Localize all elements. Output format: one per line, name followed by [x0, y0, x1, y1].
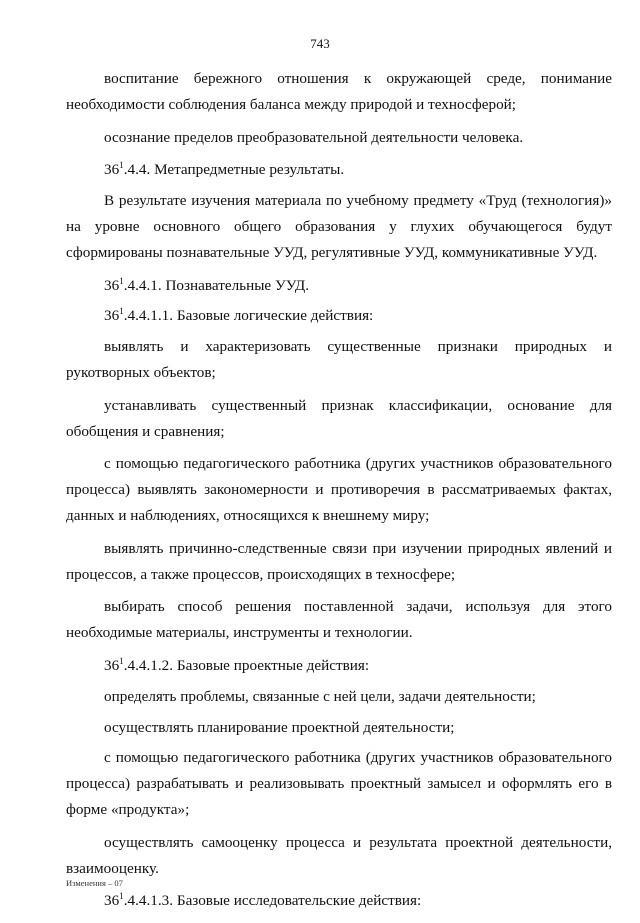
paragraph: воспитание бережного отношения к окружающей среде, понимание необходимости соблюдения баланса между природой и техносферой; — [66, 70, 612, 113]
paragraph: В результате изучения материала по учебному предмету «Труд (технология)» на уровне основного общего образования у глухих обучающегося будут сформированы познавательные УУД, регулятивные УУД, коммуникативные УУД. — [66, 192, 612, 261]
paragraph: устанавливать существенный признак классификации, основание для обобщения и сравнения; — [66, 396, 612, 440]
page-number: 743 — [310, 36, 330, 51]
section-heading: $36^1.4.4.1.3$. Базовые исследовательские действия: — [104, 891, 422, 910]
paragraph: выбирать способ решения поставленной задачи, используя для этого необходимые материалы, инструменты и технологии. — [66, 598, 612, 642]
section-heading: $36^1.4.4$. Метапредметные результаты. — [104, 160, 345, 179]
paragraph: осуществлять планирование проектной деятельности; — [104, 718, 455, 736]
paragraph: с помощью педагогического работника (других участников образовательного процесса) разрабатывать и реализовывать проектный замысел и оформлять его в форме «продукта»; — [66, 749, 612, 818]
section-heading: $36^1.4.4.1.2$. Базовые проектные действия: — [104, 655, 370, 674]
paragraph: осознание пределов преобразовательной деятельности человека. — [104, 128, 524, 146]
paragraph: определять проблемы, связанные с ней цели, задачи деятельности; — [104, 687, 536, 705]
document-body — [66, 66, 612, 919]
section-heading: $36^1.4.4.1$. Познавательные УУД. — [104, 275, 310, 294]
paragraph: с помощью педагогического работника (других участников образовательного процесса) выявлять закономерности и противоречия в рассматриваемых фактах, данных и наблюдениях, относящихся к внешнему миру; — [66, 455, 612, 524]
section-heading: $36^1.4.4.1.1$. Базовые логические действия: — [104, 306, 374, 325]
paragraph: выявлять и характеризовать существенные признаки природных и рукотворных объектов; — [66, 338, 612, 381]
paragraph: выявлять причинно-следственные связи при изучении природных явлений и процессов, а также процессов, происходящих в техносфере; — [66, 539, 612, 583]
paragraph: осуществлять самооценку процесса и результата проектной деятельности, взаимооценку. — [66, 833, 612, 877]
footer-revision-note: Изменения – 07 — [66, 878, 123, 888]
